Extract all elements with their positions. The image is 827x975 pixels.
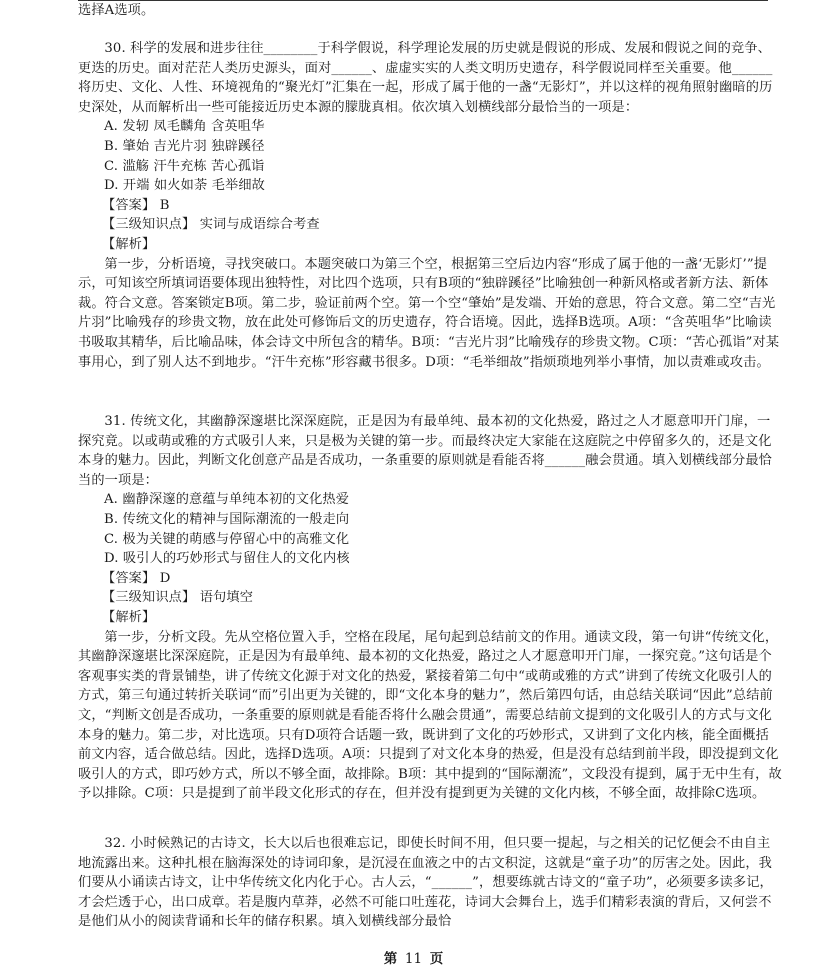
question-31-analysis-label: 【解析】 bbox=[102, 609, 156, 625]
page-number: 11 bbox=[404, 951, 423, 967]
footer-prefix: 第 bbox=[383, 951, 398, 967]
question-30-analysis-label: 【解析】 bbox=[102, 236, 156, 252]
fragment-text: 选择A选项。 bbox=[78, 3, 155, 18]
previous-answer-fragment bbox=[78, 1, 782, 21]
question-31-option-a: A. 幽静深邃的意蕴与单纯本初的文化热爱 bbox=[104, 492, 350, 508]
question-30-option-d: D. 开端 如火如荼 毛举细故 bbox=[104, 178, 265, 194]
question-31-option-c: C. 极为关键的萌感与停留心中的高雅文化 bbox=[104, 531, 350, 547]
footer-suffix: 页 bbox=[429, 951, 444, 967]
question-32 bbox=[78, 834, 782, 932]
question-31-option-d: D. 吸引人的巧妙形式与留住人的文化内核 bbox=[104, 551, 350, 567]
question-30-analysis: 第一步，分析语境，寻找突破口。本题突破口为第三个空，根据第三空后边内容“形成了属于他的一盏‘无影灯’”提示，可知该空所填词语要体现出独特性，对比四个选项，只有B项的“独辟蹊径”比喻独创一种新风格或者新方法、新体裁。符合文意。答案锁定B项。第二步，验证前两个空。第一个空“肇始”是发端、开始的意思，符合文意。第二空“吉光片羽”比喻残存的珍贵文物，放在此处可修饰后文的历史遗存，符合语境。因此，选择B选项。A项：“含英咀华”比喻读书吸取其精华，后比喻品味，体会诗文中所包含的精华。B项：“吉光片羽”比喻残存的珍贵文物。C项：“苦心孤诣”对某事用心，到了别人达不到地步。“汗牛充栋”形容藏书很多。D项：“毛举细故”指烦琐地列举小事情，加以责难或攻击。 bbox=[78, 256, 780, 370]
question-30 bbox=[78, 39, 782, 372]
question-30-option-a: A. 发轫 凤毛麟角 含英咀华 bbox=[104, 119, 265, 135]
question-30-knowledge-point: 【三级知识点】 实词与成语综合考查 bbox=[102, 217, 320, 233]
question-31-knowledge-point: 【三级知识点】 语句填空 bbox=[102, 590, 254, 606]
page-footer bbox=[0, 947, 827, 967]
question-30-stem: 30. 科学的发展和进步往往________于科学假说，科学理论发展的历史就是假说的形成、发展和假说之间的竞争、更迭的历史。面对茫茫人类历史源头，面对______、虚虚实实的人类文明历史遗存，科学假说同样至关重要。他______将历史、文化、人性、环境视角的“聚光灯”汇集在一起，形成了属于他的一盏“无影灯”，并以这样的视角照射幽暗的历史深处，从而解析出一些可能接近历史本源的朦胧真相。依次填入划横线部分最恰当的一项是： bbox=[78, 41, 773, 115]
question-30-option-b: B. 肇始 吉光片羽 独辟蹊径 bbox=[104, 138, 265, 154]
question-32-stem: 32. 小时候熟记的古诗文，长大以后也很难忘记，即使长时间不用，但只要一提起，与之相关的记忆便会不由自主地流露出来。这种扎根在脑海深处的诗词印象，是沉浸在血液之中的古文积淀，这就是“童子功”的厉害之处。因此，我们要从小诵读古诗文，让中华传统文化内化于心。古人云，“______”，想要练就古诗文的“童子功”，必须要多读多记，才会烂透于心，出口成章。若是腹内草莽，必然不可能口吐莲花，诗词大会舞台上，选手们精彩表演的背后，又何尝不是他们从小的阅读背诵和长年的储存积累。填入划横线部分最恰 bbox=[78, 836, 773, 930]
question-31 bbox=[78, 412, 782, 804]
question-31-stem: 31. 传统文化，其幽静深邃堪比深深庭院，正是因为有最单纯、最本初的文化热爱，路过之人才愿意叩开门扉，一探究竟。以或萌或雅的方式吸引人来，只是极为关键的第一步。而最终决定大家能在这庭院之中停留多久的，还是文化本身的魅力。因此，判断文化创意产品是否成功，一条重要的原则就是看能否将______融会贯通。填入划横线部分最恰当的一项是： bbox=[78, 414, 772, 488]
question-31-answer: 【答案】 D bbox=[102, 570, 171, 586]
question-30-answer: 【答案】 B bbox=[102, 197, 170, 213]
question-31-option-b: B. 传统文化的精神与国际潮流的一般走向 bbox=[104, 511, 350, 527]
question-30-option-c: C. 滥觞 汗牛充栋 苦心孤诣 bbox=[104, 158, 265, 174]
question-31-analysis: 第一步，分析文段。先从空格位置入手，空格在段尾，尾句起到总结前文的作用。通读文段，第一句讲“传统文化，其幽静深邃堪比深深庭院，正是因为有最单纯、最本初的文化热爱，路过之人才愿意叩开门扉，一探究竟。”这句话是个客观事实类的背景铺垫，讲了传统文化源于对文化的热爱，紧接着第二句中“或萌或雅的方式”讲到了传统文化吸引人的方式，第三句通过转折关联词“而”引出更为关键的，即“文化本身的魅力”，然后第四句话，由总结关联词“因此”总结前文，“判断文创是否成功，一条重要的原则就是看能否将什么融会贯通”，需要总结前文提到的文化吸引人的方式与文化本身的魅力。第二步，对比选项。只有D项符合话题一致，既讲到了文化的巧妙形式，又讲到了文化内核，能全面概括前文内容，适合做总结。因此，选择D选项。A项：只提到了对文化本身的热爱，但是没有总结到前半段，即没提到文化吸引人的方式，即巧妙方式，所以不够全面，故排除。B项：其中提到的“国际潮流”，文段没有提到，属于无中生有，故予以排除。C项：只是提到了前半段文化形式的存在，但并没有提到更为关键的文化内核，不够全面，故排除C选项。 bbox=[78, 629, 782, 802]
